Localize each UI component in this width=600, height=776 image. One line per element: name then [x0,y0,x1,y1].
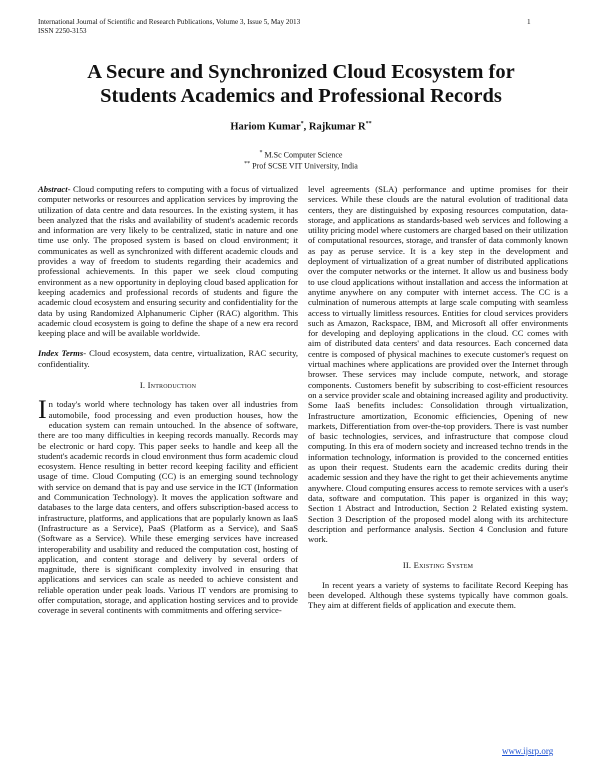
affiliation-2: ** Prof SCSE VIT University, India [244,161,358,171]
right-column [308,184,568,611]
abstract-text: - Cloud computing refers to computing with a focus of virtualized computer networks or resources and application services by improving the utilization of data centre and data resources. In the existing system, it has been analyzed that the risks and availability of student's academic records and information are very likely to be centralized, static in nature and one time use only. The proposed system is based on cloud environment; it communicates as well as synchronized with different academic clouds and provides a way of freedom to students regarding their academics and professional achievements. In this paper we seek cloud computing environment as a new opportunity in deploying cloud based application for keeping academics and professional records of students and figure the academic cloud ecosystem and ensuring security and confidentiality for the data by using Randomized Alphanumeric Cipher (RAC) algorithm. This academic cloud ecosystem is going to define the shape of a new era record keeping place and will be available worldwide. [38,184,298,339]
existing-system-text: In recent years a variety of systems to facilitate Record Keeping has been developed. Although these systems typically have common goals. They aim at different fields of application and execute them. [308,579,568,611]
author-separator: , [303,121,309,133]
authors [40,121,562,133]
author-1-mark: * [300,121,304,127]
section-2-heading: II. Existing System [402,560,474,571]
abstract [38,184,298,338]
section-1-heading: I. Introduction [139,380,197,391]
index-terms-text: - Cloud ecosystem, data centre, virtualization, RAC security, confidentiality. [38,348,298,369]
title-line-2: Students Academics and Professional Records [100,85,502,107]
left-column [38,184,298,616]
affiliations [40,149,562,171]
introduction-continued: level agreements (SLA) performance and uptime promises for their services. While these clouds are the natural evolution of traditional data centers, they are distinguished by exposing resources computation, data-storage, and applications as standards-based web services and following a utility pricing model where customers are charged based on their utilization of computational resources, storage, and transfer of data commonly known as pay as peruse service. It is a key step in the development and deployment of virtualization of a great number of distributed applications over the computer networks or the internet. It allow us and business body to use cloud applications without installation and access the information at anytime anywhere on any computer with internet access. The CC is a culmination of numerous attempts at large scale computing with seamless access to virtually limitless resources. Entities for cloud services providers such as Amazon, Rackspace, IBM, and Microsoft all offer environments for developing and deploying applications in the cloud. CC comes with aim of distributed data centers' and data resources. Each concerned data centre is composed of physical machines to execute customer's request on virtual machines where applications are provided over the Internet through browser. These services may include compute, network, and storage components. Customers benefit by subscribing to cost-efficient resources on a service provider scale and obtaining increased agility and productivity. Some IaaS benefits includes: Consolidation through virtualization, Infrastructure amortization, Economic efficiencies, Opening of new markets, Differentiation from over-the-top providers. There is vast number of basic technologies, services, and infrastructure that compose cloud computing. In this era of modern society and increased techno trends in the information technology, information is provided to the concerned entities as upon their request. Students earn the academic credits during their academic session and they have the right to get their achievements anytime anywhere. Cloud computing ensures access to remote services with a user's data, software and computation. This paper is organized in this way; Section 1 Abstract and Introduction, Section 2 Related existing system. Section 3 Description of the proposed model along with its architecture description and performance analysis. Section 4 Conclusion and future work. [308,184,568,545]
paper-title [40,60,562,108]
title-line-1: A Secure and Synchronized Cloud Ecosystem for [87,61,515,83]
page-number: 1 [527,18,531,26]
index-terms-label: Index Terms [38,348,84,359]
running-header [38,18,300,36]
author-2-mark: ** [365,121,372,127]
drop-cap: I [38,395,47,425]
abstract-label: Abstract [38,184,68,194]
index-terms [38,348,298,369]
issn: ISSN 2250-3153 [38,27,87,35]
author-1: Hariom Kumar [230,121,301,133]
journal-website-link[interactable]: www.ijsrp.org [502,746,554,756]
author-2: Rajkumar R [308,121,366,133]
introduction-text: In today's world where technology has taken over all industries from automobile, food processing and even production houses, how the education system can remain untouched. In the absence of software, there are too many difficulties in keeping records manually. Records may be electronic or hard copy. This paper seeks to handle and keep all the student's academic records in cloud environment thus form academic cloud ecosystem. Hence resulting in better record keeping facility and efficient usage of time. Cloud Computing (CC) is an emerging sound technology with service on demand that is pay and use service in the ICT (Information and Communication Technology). It moves the application software and databases to the large data centers, and offers subscription-based access to infrastructure, platforms, and applications that are popularly known as IaaS (Infrastructure as a Service), PaaS (Platform as a Service), and SaaS (Software as a Service). While these emerging services have increased interoperability and usability and reduced the computation cost, hosting of application, and content storage and delivery by several orders of magnitude, there is significant complexity involved in ensuring that applications and services can scale as needed to achieve consistent and reliable operation under peak loads. Various IT vendors are promising to offer computation, storage, and application hosting services and to provide coverage in several continents with commitments and offering service- [38,395,298,616]
affiliation-1: * M.Sc Computer Science [259,150,343,160]
journal-name: International Journal of Scientific and Research Publications, Volume 3, Issue 5, May 2013 [38,18,301,26]
